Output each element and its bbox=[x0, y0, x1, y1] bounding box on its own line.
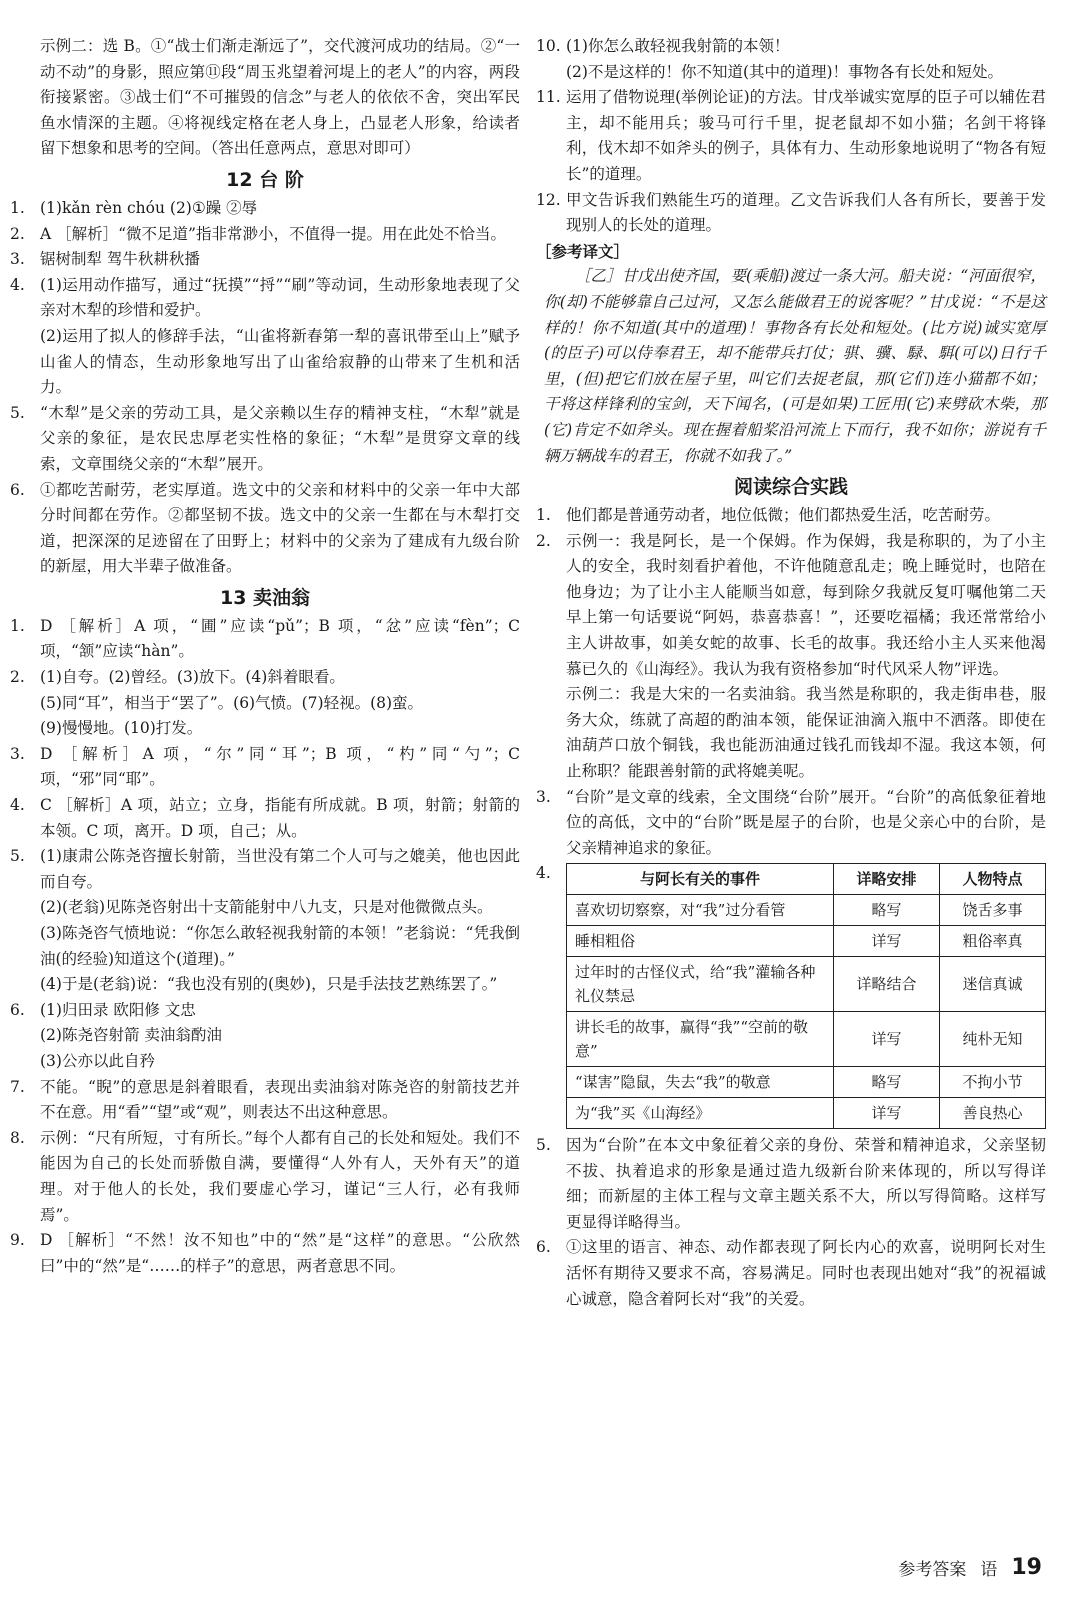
question-number: 5. bbox=[10, 403, 25, 422]
answer-text: (2)(老翁)见陈尧咨射出十支箭能射中八九支，只是对他微微点头。 bbox=[40, 898, 493, 917]
answer-item bbox=[536, 1133, 1046, 1235]
question-number bbox=[10, 716, 40, 742]
table-header-row bbox=[567, 864, 1046, 895]
answer-item bbox=[10, 793, 520, 844]
answer-item bbox=[536, 529, 1046, 683]
answer-text: ①都吃苦耐劳，老实厚道。选文中的父亲和材料中的父亲一年中大部分时间都在劳作。②都坚韧不拔。选文中的父亲一生都在与木犁打交道，把深深的足迹留在了田野上；材料中的父亲为了建成有九级台阶的新屋，用大半辈子做准备。 bbox=[40, 480, 520, 576]
answer-item bbox=[10, 1126, 520, 1228]
answer-text: (1)康肃公陈尧咨擅长射箭，当世没有第二个人可与之媲美，他也因此而自夸。 bbox=[40, 847, 520, 891]
table-row bbox=[567, 1098, 1046, 1129]
table-cell: 睡相粗俗 bbox=[567, 926, 834, 957]
question-number: 9. bbox=[10, 1231, 25, 1250]
question-number: 2. bbox=[10, 224, 25, 243]
left-column bbox=[10, 34, 520, 1279]
answer-text: D ［解析］A 项，“尔”同“耳”；B 项，“杓”同“勺”；C 项，“邪”同“耶”。 bbox=[40, 744, 520, 789]
question-number: 3. bbox=[536, 787, 551, 806]
table-row bbox=[567, 1067, 1046, 1098]
table-cell: 善良热心 bbox=[940, 1098, 1046, 1129]
answer-text: “木犁”是父亲的劳动工具，是父亲赖以生存的精神支柱，“木犁”就是父亲的象征，是农民忠厚老实性格的象征；“木犁”是贯穿文章的线索，文章围绕父亲的“木犁”展开。 bbox=[40, 403, 520, 473]
question-number bbox=[10, 921, 40, 972]
answer-text: 示例：“尺有所短，寸有所长。”每个人都有自己的长处和短处。我们不能因为自己的长处而骄傲自满，要懂得“人外有人，天外有天”的道理。对于他人的长处，我们要虚心学习，谨记“三人行，必有我师焉”。 bbox=[40, 1128, 520, 1224]
answer-item bbox=[10, 691, 520, 717]
question-number: 1. bbox=[10, 198, 25, 217]
table-cell: 过年时的古怪仪式，给“我”灌输各种礼仪禁忌 bbox=[567, 957, 834, 1012]
answer-item bbox=[10, 273, 520, 324]
answer-item bbox=[10, 324, 520, 401]
answer-item bbox=[536, 682, 1046, 784]
answer-item bbox=[10, 844, 520, 895]
answer-text: (4)于是(老翁)说：“我也没有别的(奥妙)，只是手法技艺熟练罢了。” bbox=[40, 975, 498, 994]
answer-item bbox=[536, 785, 1046, 862]
table-cell: 详写 bbox=[834, 926, 940, 957]
practice-answers bbox=[536, 503, 1046, 861]
table-header-cell: 与阿长有关的事件 bbox=[567, 864, 834, 895]
table-cell: 饶舌多事 bbox=[940, 895, 1046, 926]
answer-text: “台阶”是文章的线索，全文围绕“台阶”展开。“台阶”的高低象征着地位的高低，文中的“台阶”既是屋子的台阶，也是父亲心中的台阶，是父亲精神追求的象征。 bbox=[566, 787, 1046, 857]
answer-text: 他们都是普通劳动者，地位低微；他们都热爱生活，吃苦耐劳。 bbox=[566, 506, 1001, 525]
question-number: 1. bbox=[536, 506, 551, 525]
answer-text: (3)公亦以此自矜 bbox=[40, 1051, 155, 1070]
answer-item bbox=[10, 478, 520, 580]
answer-item bbox=[10, 1228, 520, 1279]
question-number: 10. bbox=[536, 37, 561, 55]
answer-text: 锯树制犁 驾牛秋耕秋播 bbox=[40, 250, 200, 269]
answer-item bbox=[10, 1075, 520, 1126]
answer-item bbox=[536, 85, 1046, 187]
question-number: 4. bbox=[536, 864, 551, 883]
answer-item bbox=[536, 1235, 1046, 1312]
left-top-block bbox=[10, 34, 520, 162]
table-row bbox=[567, 926, 1046, 957]
answer-text: 示例一：我是阿长，是一个保姆。作为保姆，我是称职的，为了小主人的安全，我时刻看护着他，不许他随意乱走；晚上睡觉时，也陪在他身边；为了让小主人能顺当如意，每到除夕我就反复叮嘱他第二天早上第一句话要说“阿妈，恭喜恭喜！”，还要吃福橘；我还常常给小主人讲故事，如美女蛇的故事、长毛的故事。我还给小主人买来他渴慕已久的《山海经》。我认为我有资格参加“时代风采人物”评选。 bbox=[566, 531, 1046, 678]
table-body bbox=[567, 895, 1046, 1129]
answer-text: (9)慢慢地。(10)打发。 bbox=[40, 719, 203, 738]
table-header-cell: 人物特点 bbox=[940, 864, 1046, 895]
section-13-answers bbox=[10, 614, 520, 1279]
table-row bbox=[567, 1012, 1046, 1067]
table-cell: 详写 bbox=[834, 1098, 940, 1129]
question-number bbox=[10, 972, 40, 998]
answer-item bbox=[10, 614, 520, 665]
question-number: 6. bbox=[536, 1238, 551, 1257]
answer-item bbox=[10, 921, 520, 972]
question-number: 3. bbox=[10, 744, 25, 763]
table-cell: 为“我”买《山海经》 bbox=[567, 1098, 834, 1129]
question-number: 3. bbox=[10, 250, 25, 269]
reference-translation: ［乙］甘戊出使齐国，要(乘船)渡过一条大河。船夫说：“河面很窄，你(却)不能够靠自己过河，又怎么能做君王的说客呢？”甘戊说：“不是这样的！你不知道(其中的道理)！事物各有长处和短处。(比方说)诚实宽厚(的臣子)可以侍奉君王，却不能带兵打仗；骐、骥、騄、駬(可以)日行千里，(但)把它们放在屋子里，叫它们去捉老鼠，那(它们)连小猫都不如；干将这样锋利的宝剑，天下闻名，(可是如果)工匠用(它)来劈砍木柴，那(它)肯定不如斧头。现在握着船桨沿河流上下而行，我不如你；游说有千辆万辆战车的君王，你就不如我了。” bbox=[544, 267, 1046, 465]
event-table bbox=[566, 863, 1046, 1129]
question-number bbox=[536, 682, 566, 784]
answer-text: A ［解析］“微不足道”指非常渺小，不值得一提。用在此处不恰当。 bbox=[40, 224, 506, 243]
section-13-title: 13 卖油翁 bbox=[219, 586, 311, 609]
answer-item bbox=[536, 34, 1046, 60]
table-cell: 详略结合 bbox=[834, 957, 940, 1012]
answer-item bbox=[10, 34, 520, 162]
question-number: 5. bbox=[536, 1136, 551, 1154]
question-number bbox=[10, 895, 40, 921]
answer-text: 因为“台阶”在本文中象征着父亲的身份、荣誉和精神追求，父亲坚韧不拔、执着追求的形象是通过造九级新台阶来体现的，所以写得详细；而新屋的主体工程与文章主题关系不大，所以写得简略。这样写更显得详略得当。 bbox=[566, 1136, 1046, 1231]
table-header-cell: 详略安排 bbox=[834, 864, 940, 895]
question-number bbox=[10, 324, 40, 401]
practice-title: 阅读综合实践 bbox=[733, 476, 848, 499]
answer-text: (2)陈尧咨射箭 卖油翁酌油 bbox=[40, 1026, 222, 1045]
question-number: 7. bbox=[10, 1077, 25, 1096]
page-footer bbox=[898, 1555, 1042, 1580]
answer-item bbox=[10, 972, 520, 998]
answer-item bbox=[10, 1049, 520, 1075]
table-cell: 迷信真诚 bbox=[940, 957, 1046, 1012]
footer-label: 参考答案 bbox=[898, 1560, 967, 1580]
question-number: 11. bbox=[536, 88, 561, 107]
question-number: 1. bbox=[10, 616, 25, 635]
answer-text: D ［解析］A 项，“圃”应读“pǔ”；B 项，“忿”应读“fèn”；C 项，“颔”应读“hàn”。 bbox=[40, 616, 520, 661]
answer-item bbox=[10, 222, 520, 248]
answer-text: ①这里的语言、神态、动作都表现了阿长内心的欢喜，说明阿长对生活怀有期待又要求不高，容易满足。同时也表现出她对“我”的祝福诚心诚意，隐含着阿长对“我”的关爱。 bbox=[566, 1238, 1046, 1308]
answer-text: 甲文告诉我们熟能生巧的道理。乙文告诉我们人各有所长，要善于发现别人的长处的道理。 bbox=[566, 190, 1046, 235]
table-cell: 详写 bbox=[834, 1012, 940, 1067]
answer-text: 运用了借物说理(举例论证)的方法。甘戊举诚实宽厚的臣子可以辅佐君主，却不能用兵；骏马可行千里，捉老鼠却不如小猫；名剑干将锋利，伐木却不如斧头的例子，具体有力、生动形象地说明了“物各有短长”的道理。 bbox=[566, 88, 1046, 183]
answer-text: (1)运用动作描写，通过“抚摸”“捋”“刷”等动词，生动形象地表现了父亲对木犁的珍惜和爱护。 bbox=[40, 275, 520, 320]
right-top-answers bbox=[536, 34, 1046, 239]
table-cell: 粗俗率真 bbox=[940, 926, 1046, 957]
answer-item bbox=[10, 1023, 520, 1049]
question-number: 2. bbox=[536, 531, 551, 550]
answer-item bbox=[10, 665, 520, 691]
question-number bbox=[10, 34, 40, 162]
answer-item bbox=[536, 188, 1046, 239]
answer-text: (3)陈尧咨气愤地说：“你怎么敢轻视我射箭的本领！”老翁说：“凭我倒油(的经验)知道这个(道理)。” bbox=[40, 924, 520, 968]
right-column bbox=[536, 34, 1046, 1312]
answer-text: (1)自夸。(2)曾经。(3)放下。(4)斜着眼看。 bbox=[40, 668, 345, 687]
answer-text: (1)kǎn rèn chóu (2)①躁 ②辱 bbox=[40, 198, 258, 217]
answer-item bbox=[10, 716, 520, 742]
answer-text: 不能。“睨”的意思是斜着眼看，表现出卖油翁对陈尧咨的射箭技艺并不在意。用“看”“望”或“观”，则表达不出这种意思。 bbox=[40, 1077, 520, 1122]
section-12-title: 12 台 阶 bbox=[226, 168, 304, 191]
answer-text: (1)归田录 欧阳修 文忠 bbox=[40, 1000, 196, 1019]
footer-subject: 语 bbox=[980, 1560, 998, 1580]
answer-text: 示例二：选 B。①“战士们渐走渐远了”，交代渡河成功的结局。②“一动不动”的身影，照应第⑪段“周玉兆望着河堤上的老人”的内容，两段衔接紧密。③战士们“不可摧毁的信念”与老人的依依不舍，突出军民鱼水情深的主题。④将视线定格在老人身上，凸显老人形象，给读者留下想象和思考的空间。（答出任意两点，意思对即可） bbox=[40, 37, 520, 158]
table-cell: 不拘小节 bbox=[940, 1067, 1046, 1098]
answer-text: (2)不是这样的！你不知道(其中的道理)！事物各有长处和短处。 bbox=[566, 62, 1004, 81]
question-number: 6. bbox=[10, 1000, 25, 1019]
question-number: 12. bbox=[536, 190, 561, 209]
table-row bbox=[567, 895, 1046, 926]
answer-item bbox=[10, 196, 520, 222]
answer-item bbox=[10, 895, 520, 921]
question-number: 4. bbox=[10, 275, 25, 294]
table-row bbox=[567, 957, 1046, 1012]
question-number: 4. bbox=[10, 796, 25, 815]
answer-item bbox=[10, 401, 520, 478]
section-12-answers bbox=[10, 196, 520, 580]
table-cell: “谋害”隐鼠，失去“我”的敬意 bbox=[567, 1067, 834, 1098]
question-number: 5. bbox=[10, 847, 25, 866]
table-cell: 纯朴无知 bbox=[940, 1012, 1046, 1067]
answer-text: (2)运用了拟人的修辞手法，“山雀将新春第一犁的喜讯带至山上”赋予山雀人的情态，生动形象地写出了山雀给寂静的山带来了生机和活力。 bbox=[40, 326, 520, 397]
page-number: 19 bbox=[1011, 1555, 1042, 1580]
answer-item bbox=[536, 503, 1046, 529]
answer-item bbox=[10, 247, 520, 273]
reference-translation-label: ［参考译文］ bbox=[536, 241, 630, 261]
question-number: 8. bbox=[10, 1128, 25, 1147]
answer-text: D ［解析］“不然！汝不知也”中的“然”是“这样”的意思。“公欣然曰”中的“然”是“……的样子”的意思，两者意思不同。 bbox=[40, 1231, 520, 1275]
answer-text: 示例二：我是大宋的一名卖油翁。我当然是称职的，我走街串巷，服务大众，练就了高超的酌油本领，能保证油滴入瓶中不洒落。即使在油葫芦口放个铜钱，我也能沥油通过钱孔而钱却不湿。我这本领，何止称职？能跟善射箭的武将媲美呢。 bbox=[566, 685, 1046, 781]
question-number bbox=[536, 60, 566, 86]
answer-text: (5)同“耳”，相当于“罢了”。(6)气愤。(7)轻视。(8)蛮。 bbox=[40, 693, 424, 712]
answer-text: C ［解析］A 项，站立；立身，指能有所成就。B 项，射箭；射箭的本领。C 项，离开。D 项，自己；从。 bbox=[40, 796, 520, 840]
answer-item bbox=[10, 998, 520, 1024]
answer-item bbox=[536, 60, 1046, 86]
answer-text: (1)你怎么敢轻视我射箭的本领！ bbox=[566, 37, 790, 55]
table-cell: 讲长毛的故事，赢得“我”“空前的敬意” bbox=[567, 1012, 834, 1067]
table-cell: 略写 bbox=[834, 1067, 940, 1098]
question-number bbox=[10, 1023, 40, 1049]
question-number bbox=[10, 691, 40, 717]
after-table-answers bbox=[536, 1133, 1046, 1312]
answer-item bbox=[10, 742, 520, 793]
question-number: 2. bbox=[10, 668, 25, 687]
question-number: 6. bbox=[10, 480, 25, 499]
table-cell: 喜欢切切察察，对“我”过分看管 bbox=[567, 895, 834, 926]
question-number bbox=[10, 1049, 40, 1075]
table-cell: 略写 bbox=[834, 895, 940, 926]
